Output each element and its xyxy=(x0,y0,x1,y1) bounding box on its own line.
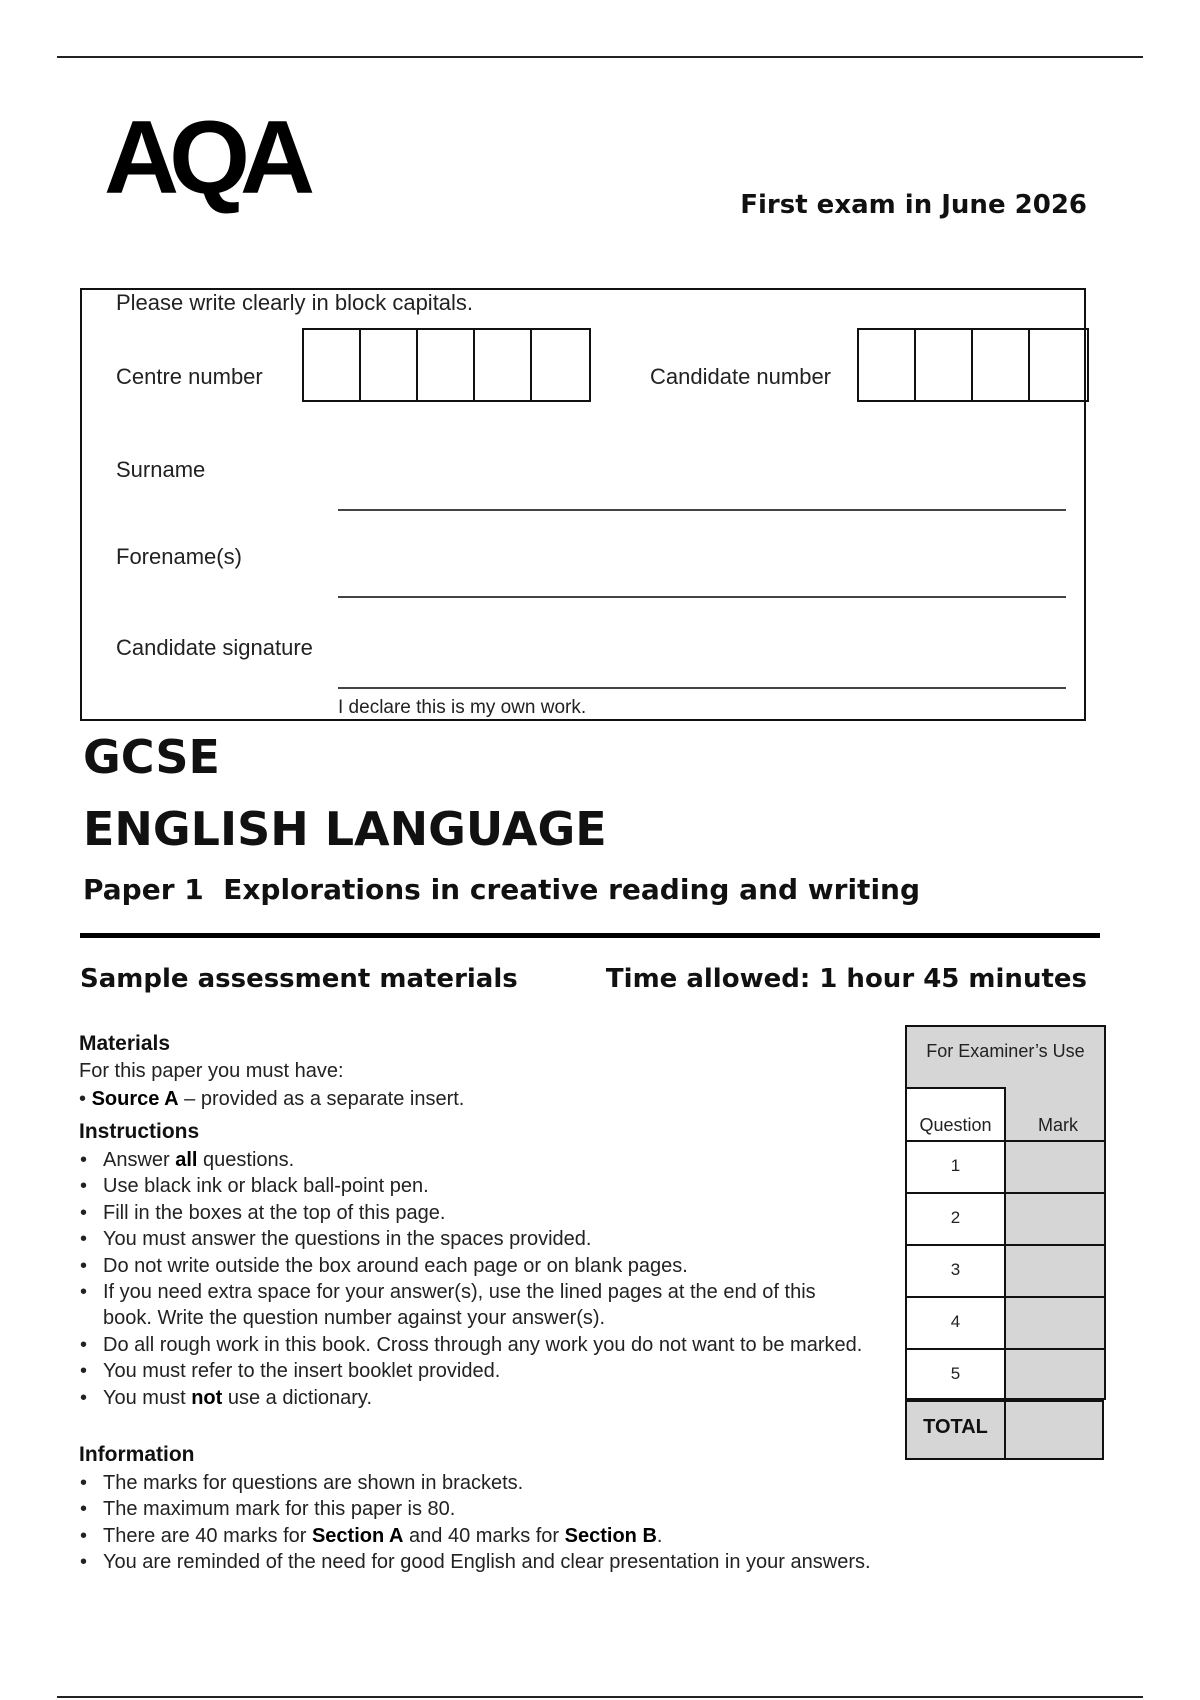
candidate-number-label: Candidate number xyxy=(650,364,832,389)
source-a-note: – provided as a separate insert. xyxy=(178,1088,465,1110)
candidate-digit-box[interactable] xyxy=(973,330,1030,400)
mark-cell xyxy=(1006,1194,1104,1244)
information-heading: Information xyxy=(79,1443,195,1466)
instruction-item: • Do not write outside the box around each page or on blank pages. xyxy=(79,1253,879,1279)
paper-title: Paper 1 Explorations in creative reading and writing xyxy=(83,873,921,906)
centre-digit-box[interactable] xyxy=(361,330,418,400)
signature-label: Candidate signature xyxy=(116,635,313,660)
bottom-rule xyxy=(57,1696,1143,1698)
information-item: • There are 40 marks for Section A and 40 marks for Section B. xyxy=(79,1523,979,1549)
examiner-row xyxy=(905,1296,1106,1348)
candidate-digit-box[interactable] xyxy=(859,330,916,400)
examiner-title: For Examiner’s Use xyxy=(926,1041,1085,1061)
instruction-item: • Answer all questions. xyxy=(79,1147,879,1173)
information-item: • The marks for questions are shown in brackets. xyxy=(79,1470,979,1496)
materials-heading: Materials xyxy=(79,1032,171,1055)
time-allowed: Time allowed: 1 hour 45 minutes xyxy=(605,964,1087,994)
examiner-row xyxy=(905,1140,1106,1192)
examiner-row xyxy=(905,1192,1106,1244)
source-a-label: Source A xyxy=(91,1088,179,1110)
top-rule xyxy=(57,56,1143,58)
candidate-details-box xyxy=(80,288,1086,721)
forenames-label: Forename(s) xyxy=(116,544,242,569)
examiner-row xyxy=(905,1348,1106,1400)
information-item: • You are reminded of the need for good English and clear presentation in your answers. xyxy=(79,1549,979,1575)
instruction-item: • If you need extra space for your answer(s), use the lined pages at the end of this book. Write the question number against your answer(s). xyxy=(79,1279,863,1332)
mark-cell xyxy=(1006,1298,1104,1348)
mark-cell xyxy=(1006,1246,1104,1296)
examiner-use-table xyxy=(905,1025,1106,1460)
candidate-digit-box[interactable] xyxy=(1030,330,1087,400)
centre-digit-box[interactable] xyxy=(532,330,589,400)
instructions-list xyxy=(79,1147,879,1411)
examiner-row xyxy=(905,1244,1106,1296)
materials-item: • Source A – provided as a separate insert. xyxy=(79,1088,465,1110)
total-label: TOTAL xyxy=(907,1402,1006,1458)
mark-label: Mark xyxy=(1038,1115,1078,1135)
candidate-digit-box[interactable] xyxy=(916,330,973,400)
candidate-number-boxes[interactable] xyxy=(857,328,1089,402)
mark-cell xyxy=(1006,1142,1104,1192)
question-number: 1 xyxy=(907,1142,1006,1192)
centre-digit-box[interactable] xyxy=(304,330,361,400)
instruction-item: • Do all rough work in this book. Cross through any work you do not want to be marked. xyxy=(79,1332,863,1358)
information-list xyxy=(79,1470,979,1576)
instructions-heading: Instructions xyxy=(79,1120,200,1143)
surname-line[interactable] xyxy=(338,509,1066,511)
total-mark-cell xyxy=(1006,1402,1102,1458)
question-number: 5 xyxy=(907,1350,1006,1398)
question-number: 2 xyxy=(907,1194,1006,1244)
centre-digit-box[interactable] xyxy=(475,330,532,400)
instruction-item: • You must refer to the insert booklet provided. xyxy=(79,1358,879,1384)
information-item: • The maximum mark for this paper is 80. xyxy=(79,1496,979,1522)
subject-title: ENGLISH LANGUAGE xyxy=(83,802,607,856)
question-number: 4 xyxy=(907,1298,1006,1348)
instruction-item: • You must not use a dictionary. xyxy=(79,1385,879,1411)
surname-label: Surname xyxy=(116,457,206,482)
materials-intro: For this paper you must have: xyxy=(79,1060,344,1082)
instruction-item: • Fill in the boxes at the top of this page. xyxy=(79,1200,879,1226)
question-column-header xyxy=(907,1087,1006,1142)
declaration-text: I declare this is my own work. xyxy=(338,697,587,718)
centre-number-label: Centre number xyxy=(116,364,263,389)
first-exam-date: First exam in June 2026 xyxy=(740,190,1087,220)
question-label: Question xyxy=(919,1115,992,1135)
mark-cell xyxy=(1006,1350,1104,1398)
title-divider xyxy=(80,933,1100,938)
centre-number-boxes[interactable] xyxy=(302,328,591,402)
total-row xyxy=(905,1400,1104,1460)
forenames-line[interactable] xyxy=(338,596,1066,598)
question-number: 3 xyxy=(907,1246,1006,1296)
instruction-item: • You must answer the questions in the spaces provided. xyxy=(79,1226,879,1252)
signature-line[interactable] xyxy=(338,687,1066,689)
instruction-item: • Use black ink or black ball-point pen. xyxy=(79,1173,879,1199)
qualification-title: GCSE xyxy=(83,730,220,784)
sample-materials-label: Sample assessment materials xyxy=(80,964,518,994)
examiner-header xyxy=(905,1025,1106,1140)
block-capitals-instruction: Please write clearly in block capitals. xyxy=(116,290,474,315)
aqa-logo: AQA xyxy=(104,100,306,216)
centre-digit-box[interactable] xyxy=(418,330,475,400)
